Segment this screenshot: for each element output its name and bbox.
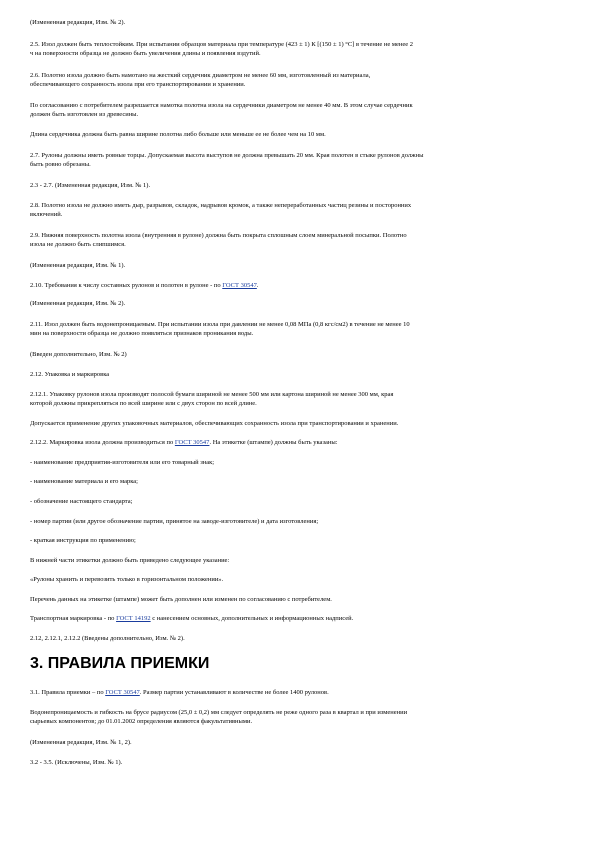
amendment-note [30, 738, 568, 747]
text-line: - краткая инструкция по применению; [30, 537, 136, 544]
list-item [30, 536, 568, 545]
amendment-note [30, 350, 568, 359]
paragraph-2-10 [30, 281, 568, 290]
amendment-note [30, 758, 568, 767]
paragraph-label-changes [30, 595, 568, 604]
text-line: (Измененная редакция, Изм. № 1, 2). [30, 739, 132, 746]
gost-link[interactable]: ГОСТ 30547 [222, 282, 257, 289]
paragraph-2-9 [30, 231, 568, 249]
section-heading: 3. ПРАВИЛА ПРИЕМКИ [30, 655, 210, 672]
paragraph-2-6 [30, 71, 568, 89]
text-line: должен быть изготовлен из древесины. [30, 111, 139, 118]
paragraph-label-quote [30, 575, 568, 584]
text-line: 3.2 - 3.5. (Исключены, Изм. № 1). [30, 759, 123, 766]
text-line: 2.7. Рулоны должны иметь ровные торцы. Допускаемая высота выступов не должна превышать 20 мм. Края полотен в стыке рулонов должны [30, 152, 424, 159]
gost-link[interactable]: ГОСТ 14192 [116, 615, 151, 622]
paragraph-2-8 [30, 201, 568, 219]
paragraph-core-diameter [30, 101, 568, 119]
text-line: (Измененная редакция, Изм. № 2). [30, 19, 126, 26]
text-line: 2.12.1. Упаковку рулонов изола производят полосой бумаги шириной не менее 500 мм или картона шириной не менее 300 мм, края [30, 391, 394, 398]
text-line [30, 688, 568, 697]
list-item [30, 517, 568, 526]
text-line: - номер партии (или другое обозначение партии, принятое на заводе-изготовителе) и дата изготовления; [30, 518, 319, 525]
text-line [30, 438, 568, 447]
text-line: сырьевых компонентов; до 01.01.2002 определения являются факультативными. [30, 718, 253, 725]
gost-link[interactable]: ГОСТ 30547 [174, 439, 210, 446]
text-line: которой должны прикрепляться по всей ширине или с двух сторон по всей длине. [30, 400, 257, 407]
text-line: обеспечивающего сохранность изола при его транспортировании и хранении. [30, 81, 246, 88]
text-line: 2.12, 2.12.1, 2.12.2 (Введены дополнительно, Изм. № 2). [30, 635, 185, 642]
amendment-note [30, 18, 568, 27]
text-run: . На этикетке (штампе) должны быть указаны: [209, 439, 338, 446]
text-line: включений. [30, 211, 63, 218]
amendment-note [30, 299, 568, 308]
text-line: Водонепроницаемость и гибкость на брусе радиусом (25,0 ± 0,2) мм следует определять не реже одного раза в квартал и при изменении [30, 709, 408, 716]
text-line: (Измененная редакция, Изм. № 1). [30, 262, 126, 269]
text-line: - наименование материала и его марка; [30, 478, 138, 485]
text-run: Транспортная маркировка - по [30, 615, 117, 622]
text-line: По согласованию с потребителем разрешается намотка полотна изола на сердечники диаметром не менее 40 мм. В этом случае сердечник [30, 102, 413, 109]
list-item [30, 458, 568, 467]
text-line: «Рулоны хранить и перевозить только в горизонтальном положении». [30, 576, 224, 583]
text-line: 2.12. Упаковка и маркировка [30, 371, 110, 378]
paragraph-2-12-1 [30, 390, 568, 408]
paragraph-3-1 [30, 688, 568, 697]
text-line [30, 614, 568, 623]
text-line: (Измененная редакция, Изм. № 2). [30, 300, 126, 307]
text-line: Перечень данных на этикетке (штампе) может быть дополнен или изменен по согласованию с потребителем. [30, 596, 332, 603]
text-run: . Размер партии устанавливают в количестве не более 1400 рулонов. [139, 689, 329, 696]
paragraph-testing-frequency [30, 708, 568, 726]
paragraph-label-note [30, 556, 568, 565]
text-line: Длина сердечника должна быть равна ширине полотна либо больше или меньше ее не более чем на 10 мм. [30, 131, 326, 138]
gost-link[interactable]: ГОСТ 30547 [105, 689, 140, 696]
text-line: 2.3 - 2.7. (Измененная редакция, Изм. № 1). [30, 182, 151, 189]
amendment-note [30, 261, 568, 270]
amendment-note [30, 181, 568, 190]
paragraph-packaging-alt [30, 419, 568, 428]
text-line: - наименование предприятия-изготовителя или его товарный знак; [30, 459, 215, 466]
text-line: 2.11. Изол должен быть водонепроницаемым. При испытании изола при давлении не менее 0,08 МПа (0,8 кгс/см2) в течение не менее 10 [30, 321, 410, 328]
subsection-title [30, 370, 568, 379]
paragraph-transport-marking [30, 614, 568, 623]
paragraph-2-7 [30, 151, 568, 169]
paragraph-2-5 [30, 40, 568, 58]
paragraph-core-length [30, 130, 568, 139]
text-line: В нижней части этикетки должно быть приведено следующее указание: [30, 557, 230, 564]
text-run: 3.1. Правила приемки – по [30, 689, 106, 696]
text-run: 2.10. Требования к числу составных рулонов и полотен в рулоне - по [30, 282, 223, 289]
text-run: . [256, 282, 259, 289]
paragraph-2-12-2 [30, 438, 568, 447]
text-line: ч на поверхности образца не должно быть увеличения длины и появления вздутий. [30, 50, 261, 57]
paragraph-2-11 [30, 320, 568, 338]
text-line: 2.9. Нижняя поверхность полотна изола (внутренняя в рулоне) должна быть покрыта сплошным слоем минеральной посыпки. Полотно [30, 232, 407, 239]
list-item [30, 497, 568, 506]
text-line: 2.5. Изол должен быть теплостойким. При испытании образцов материала при температуре (423 ± 1) К [(150 ± 1) °С] в течение не менее 2 [30, 41, 413, 48]
text-line: - обозначение настоящего стандарта; [30, 498, 133, 505]
text-line: 2.6. Полотно изола должно быть намотано на жесткий сердечник диаметром не менее 60 мм, изготовленный из материала, [30, 72, 371, 79]
list-item [30, 477, 568, 486]
text-run: с нанесением основных, дополнительных и информационных надписей. [150, 615, 354, 622]
text-line: Допускается применение других упаковочных материалов, обеспечивающих сохранность изола при транспортировании и хранении. [30, 420, 399, 427]
text-line: мин на поверхности образца не должно появляться признаков проникания воды. [30, 330, 254, 337]
text-line [30, 281, 568, 290]
text-line: 2.8. Полотно изола не должно иметь дыр, разрывов, складок, надрывов кромок, а также непереработанных частиц резины и посторонних [30, 202, 412, 209]
text-line: изола не должно быть слипшимся. [30, 241, 126, 248]
text-line: быть ровно обрезаны. [30, 161, 91, 168]
amendment-note [30, 634, 568, 643]
text-line: (Введен дополнительно, Изм. № 2) [30, 351, 127, 358]
text-run: 2.12.2. Маркировка изола должна производиться по [30, 439, 175, 446]
